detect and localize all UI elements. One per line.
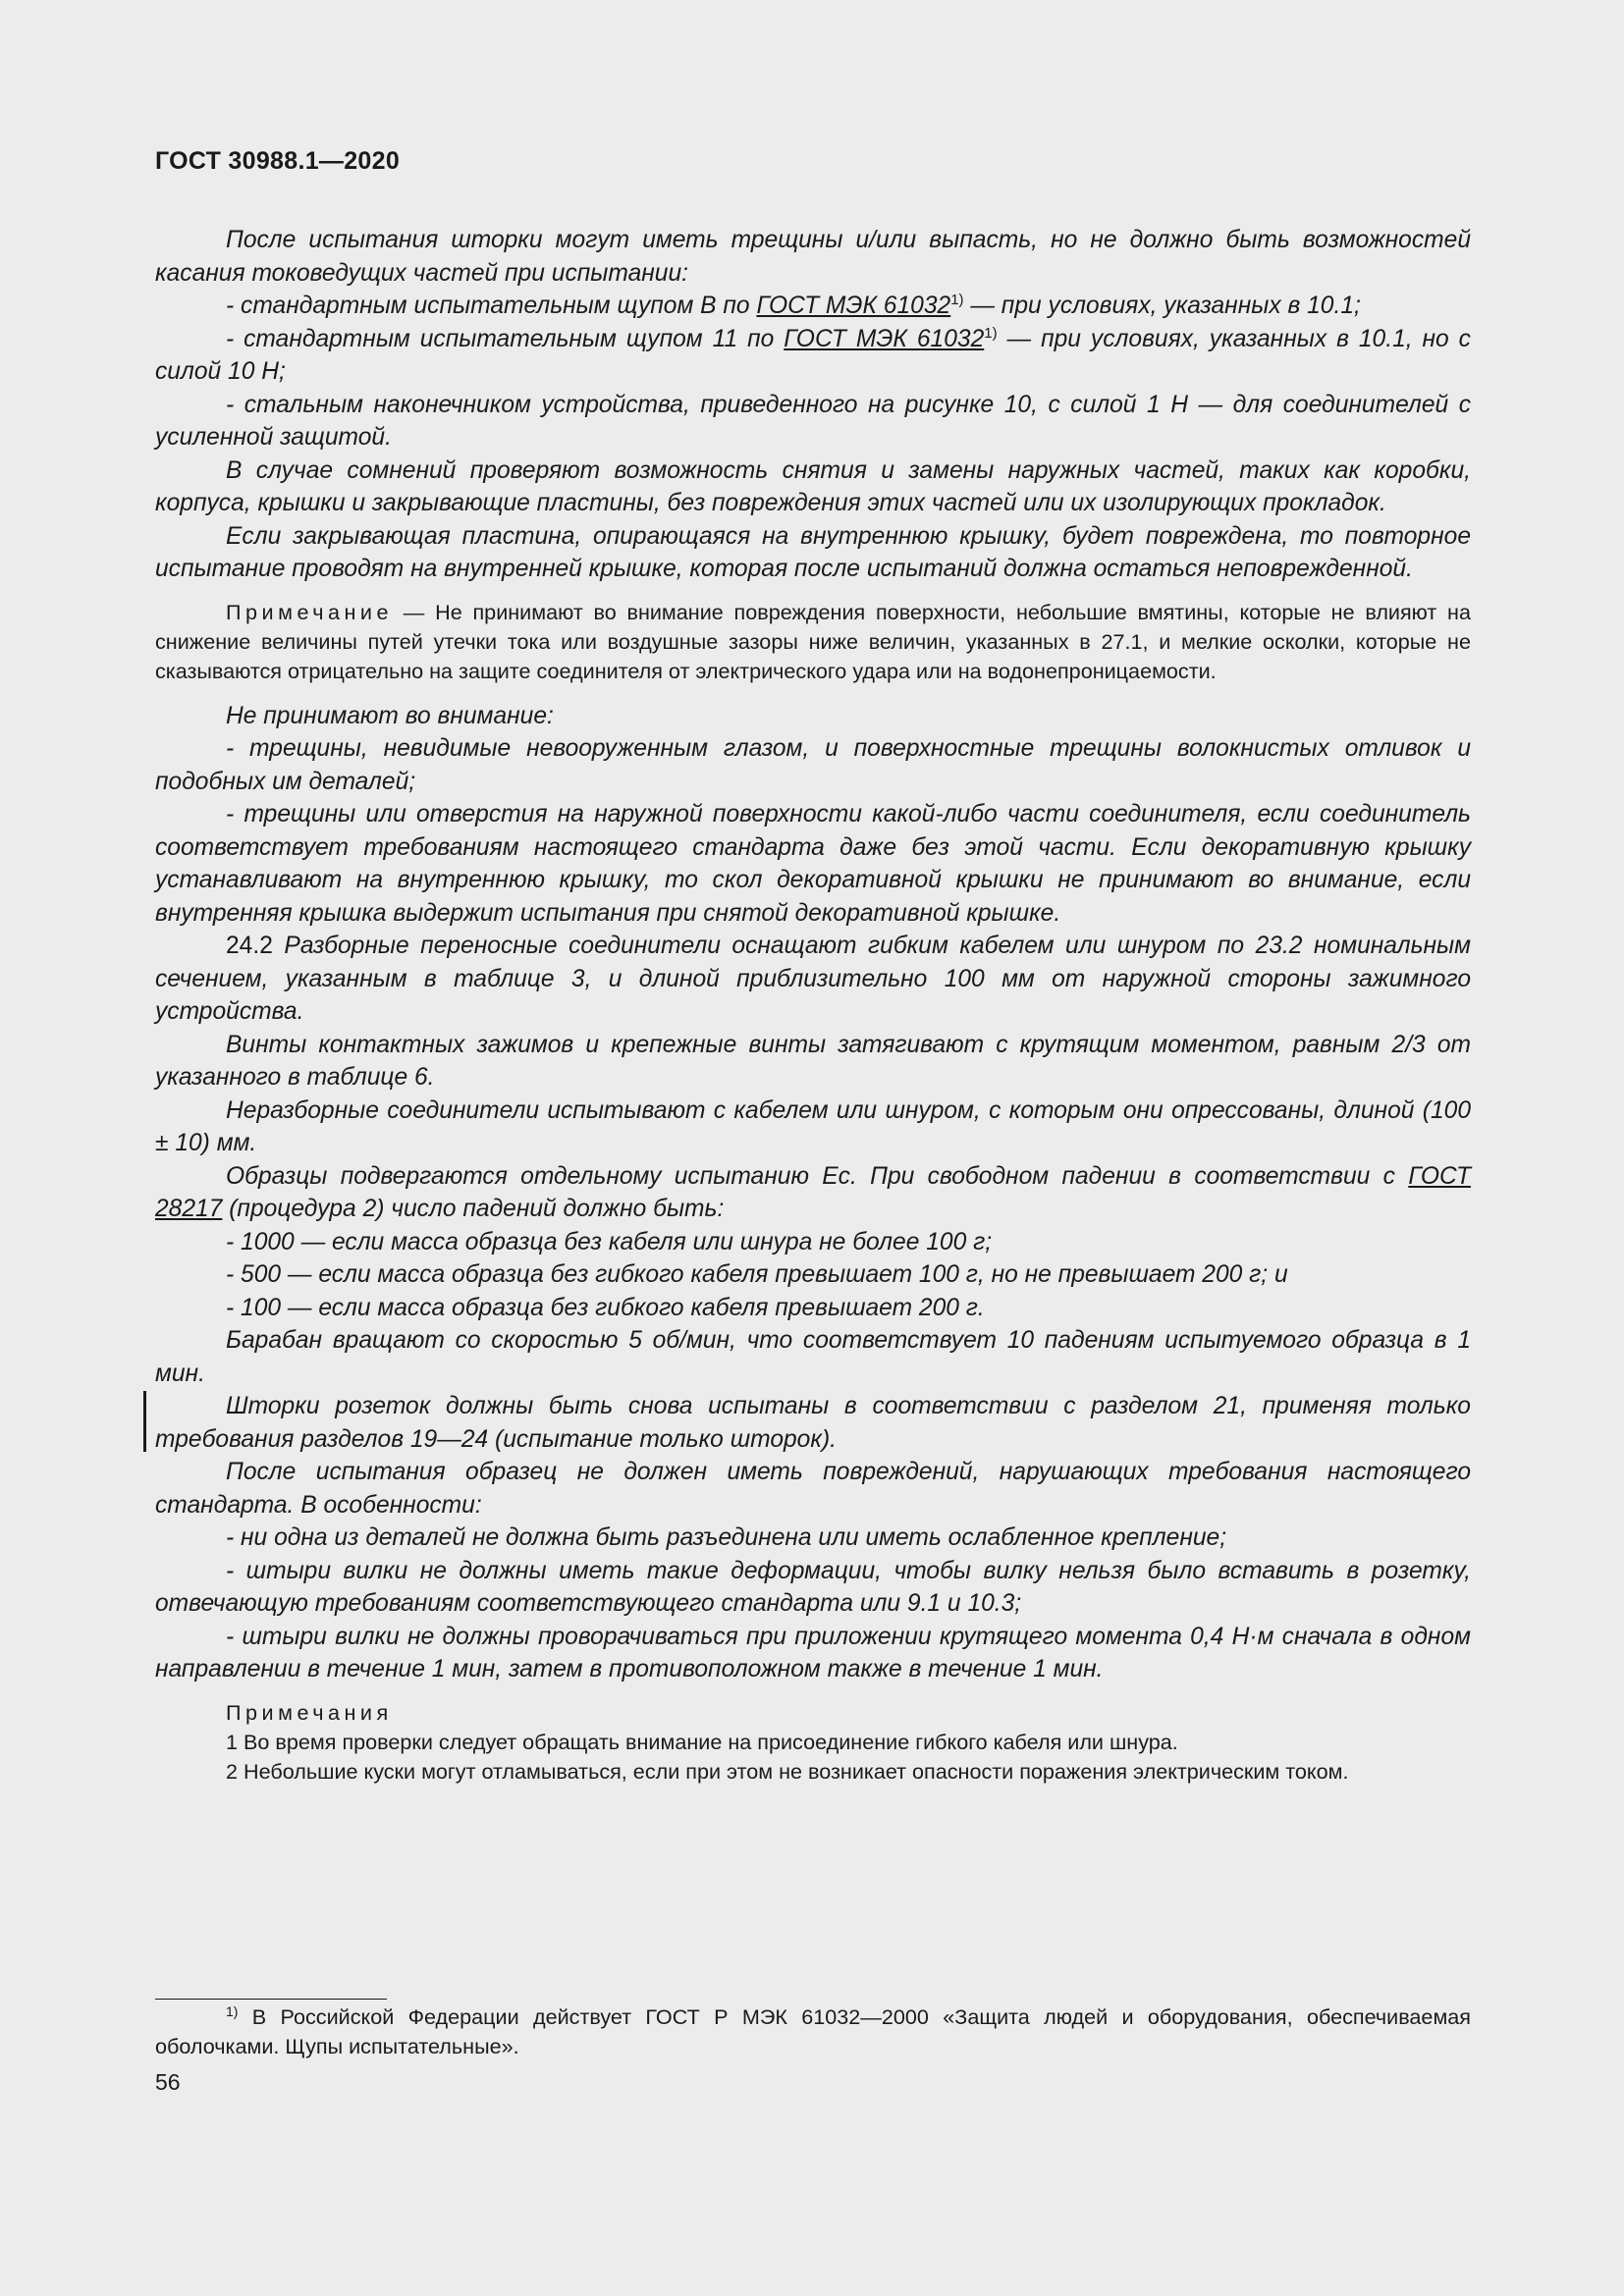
body-section-2 [155, 700, 1471, 1686]
list-item: - штыри вилки не должны иметь такие деформации, чтобы вилку нельзя было вставить в розетку, отвечающую требованиям соответствующего стандарта или 9.1 и 10.3; [155, 1557, 1471, 1617]
list-item: - трещины, невидимые невооруженным глазом, и поверхностные трещины волокнистых отливок и подобных им деталей; [155, 735, 1471, 795]
footnote-ref: 1) [984, 324, 998, 342]
note-block [155, 598, 1471, 686]
changed-paragraph [155, 1390, 1471, 1456]
paragraph: Винты контактных зажимов и крепежные винты затягивают с крутящим моментом, равным 2/3 от указанного в таблице 6. [155, 1031, 1471, 1091]
footnote-ref: 1) [950, 292, 964, 308]
paragraph: Если закрывающая пластина, опирающаяся на внутреннюю крышку, будет повреждена, то повторное испытание проводят на внутренней крышке, которая после испытаний должна остаться неповрежденной. [155, 522, 1471, 582]
paragraph: После испытания шторки могут иметь трещины и/или выпасть, но не должно быть возможностей касания токоведущих частей при испытании: [155, 227, 1471, 287]
footnote-separator [155, 1999, 387, 2000]
clause-24-2: 24.2 Разборные переносные соединители оснащают гибким кабелем или шнуром по 23.2 номинальным сечением, указанным в таблице 3, и длиной приблизительно 100 мм от наружной стороны зажимного устройства. [155, 933, 1471, 1025]
footnote-text: В Российской Федерации действует ГОСТ Р МЭК 61032—2000 «Защита людей и оборудования, обеспечиваемая оболочками. Щупы испытательные». [155, 2004, 1471, 2058]
note-label: Примечание [226, 599, 393, 624]
list-item: - трещины или отверстия на наружной поверхности какой-либо части соединителя, если соединитель соответствует требованиям настоящего стандарта даже без этой части. Если декоративную крышку устанавливают на внутреннюю крышку, то скол декоративной крышки не принимают во внимание, если внутренняя крышка выдержит испытания при снятой декоративной крышке. [155, 801, 1471, 927]
list-item: - стандартным испытательным щупом 11 по ГОСТ МЭК 61032$^{1)}$ — при условиях, указанных в 10.1, но с силой 10 Н; [155, 324, 1471, 385]
standard-link-iec-61032[interactable]: ГОСТ МЭК 61032 [784, 325, 985, 352]
clause-number: 24.2 [226, 933, 273, 959]
notes-block [155, 1698, 1471, 1787]
paragraph: Барабан вращают со скоростью 5 об/мин, что соответствует 10 падениям испытуемого образца в 1 мин. [155, 1327, 1471, 1387]
list-item: - стандартным испытательным щупом B по ГОСТ МЭК 61032$^{1)}$ — при условиях, указанных в 10.1; [226, 292, 1361, 319]
running-header: ГОСТ 30988.1—2020 [155, 147, 401, 175]
list-item: - 1000 — если масса образца без кабеля или шнура не более 100 г; [226, 1228, 993, 1255]
list-item: - ни одна из деталей не должна быть разъединена или иметь ослабленное крепление; [226, 1524, 1227, 1551]
paragraph: Неразборные соединители испытывают с кабелем или шнуром, с которым они опрессованы, длиной (100 ± 10) мм. [155, 1096, 1471, 1156]
list-item: - штыри вилки не должны проворачиваться при приложении крутящего момента 0,4 Н·м сначала в одном направлении в течение 1 мин, затем в противоположном также в течение 1 мин. [155, 1623, 1471, 1682]
main-content [155, 224, 1471, 1800]
list-item: - 500 — если масса образца без гибкого кабеля превышает 100 г, но не превышает 200 г; и [226, 1261, 1288, 1288]
change-bar [143, 1391, 146, 1452]
list-item: - стальным наконечником устройства, приведенного на рисунке 10, с силой 1 Н — для соединителей с усиленной защитой. [155, 391, 1471, 451]
footnote-mark: 1) [226, 2003, 239, 2019]
paragraph: В случае сомнений проверяют возможность снятия и замены наружных частей, таких как коробки, корпуса, крышки и закрывающие пластины, без повреждения этих частей или их изолирующих прокладок. [155, 456, 1471, 516]
paragraph: Шторки розеток должны быть снова испытаны в соответствии с разделом 21, применяя только требования разделов 19—24 (испытание только шторок). [155, 1393, 1471, 1453]
page-number: 56 [155, 2069, 181, 2095]
footnote [155, 2002, 1471, 2061]
standard-link-gost-28217[interactable]: ГОСТ 28217 [155, 1162, 1471, 1222]
note-item: 1 Во время проверки следует обращать внимание на присоединение гибкого кабеля или шнура. [226, 1729, 1178, 1754]
note-text: — Не принимают во внимание повреждения поверхности, небольшие вмятины, которые не влияют на снижение величины путей утечки тока или воздушные зазоры ниже величин, указанных в 27.1, и мелкие осколки, которые не сказываются отрицательно на защите соединителя от электрического удара или на водонепроницаемости. [155, 599, 1471, 683]
note-item: 2 Небольшие куски могут отламываться, если при этом не возникает опасности поражения электрическим током. [226, 1758, 1349, 1784]
notes-label: Примечания [226, 1699, 393, 1725]
standard-link-iec-61032[interactable]: ГОСТ МЭК 61032 [756, 293, 951, 319]
paragraph: Не принимают во внимание: [226, 702, 554, 729]
paragraph: После испытания образец не должен иметь повреждений, нарушающих требования настоящего стандарта. В особенности: [155, 1459, 1471, 1519]
body-section-1 [155, 224, 1471, 586]
list-item: - 100 — если масса образца без гибкого кабеля превышает 200 г. [226, 1294, 985, 1321]
paragraph: Образцы подвергаются отдельному испытанию Ec. При свободном падении в соответствии с ГОСТ 28217 (процедура 2) число падений должно быть: [155, 1162, 1471, 1222]
